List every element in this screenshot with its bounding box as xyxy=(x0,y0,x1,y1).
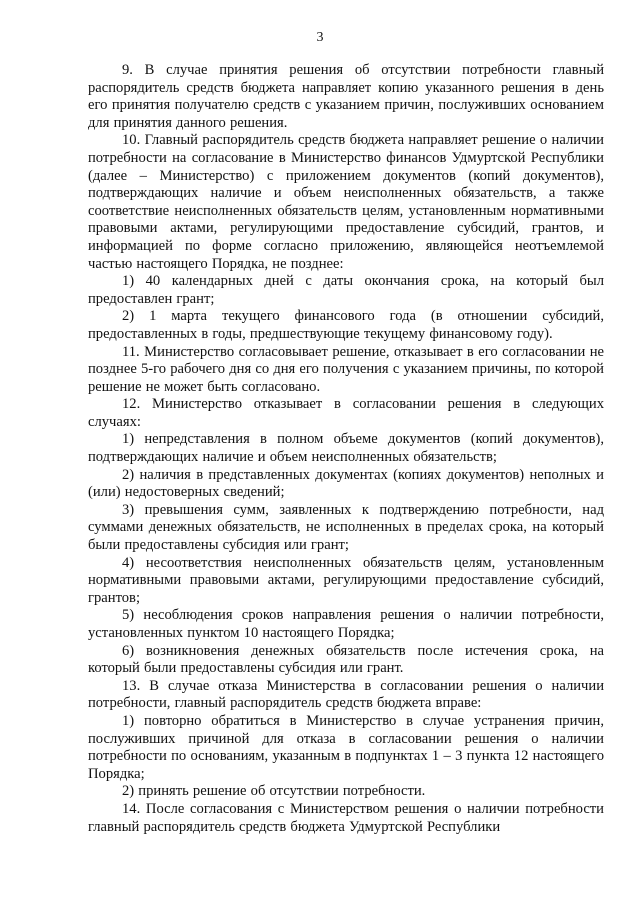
paragraph-13-item-1: 1) повторно обратиться в Министерство в случае устранения причин, послуживших причиной для отказа в согласовании решения о наличии потребности по основаниям, указанным в подпунктах 1 – 3 пункта 12 настоящего Порядка; xyxy=(88,712,604,782)
paragraph-9: 9. В случае принятия решения об отсутствии потребности главный распорядитель средств бюджета направляет копию указанного решения в день его принятия получателю средств с указанием причин, послуживших основанием для принятия данного решения. xyxy=(88,62,604,131)
paragraph-12-item-4: 4) несоответствия неисполненных обязательств целям, установленным нормативными правовыми актами, регулирующими предоставление субсидий, грантов; xyxy=(88,554,604,606)
document-body xyxy=(88,62,604,836)
page-number: 3 xyxy=(316,30,324,45)
paragraph-12: 12. Министерство отказывает в согласовании решения в следующих случаях: xyxy=(88,396,604,430)
paragraph-14: 14. После согласования с Министерством решения о наличии потребности главный распорядитель средств бюджета Удмуртской Республики xyxy=(88,800,604,835)
paragraph-13-item-2: 2) принять решение об отсутствии потребности. xyxy=(122,783,426,800)
paragraph-11: 11. Министерство согласовывает решение, отказывает в его согласовании не позднее 5-го рабочего дня со дня его получения с указанием причины, по которой решение не может быть согласовано. xyxy=(88,343,604,395)
paragraph-12-item-2: 2) наличия в представленных документах (копиях документов) неполных и (или) недостоверных сведений; xyxy=(88,466,604,501)
paragraph-10-item-1: 1) 40 календарных дней с даты окончания срока, на который был предоставлен грант; xyxy=(88,273,604,307)
paragraph-10-item-2: 2) 1 марта текущего финансового года (в отношении субсидий, предоставленных в годы, предшествующие текущему финансовому году). xyxy=(88,308,604,342)
paragraph-10: 10. Главный распорядитель средств бюджета направляет решение о наличии потребности на согласование в Министерство финансов Удмуртской Республики (далее – Министерство) с приложением документов (копий документов), подтверждающих наличие и объем неисполненных обязательств, а также соответствие неисполненных обязательств целям, установленным нормативными правовыми актами, регулирующими предоставление субсидий, грантов, и информацией по форме согласно приложению, являющейся неотъемлемой частью настоящего Порядка, не позднее: xyxy=(88,132,604,272)
paragraph-12-item-1: 1) непредставления в полном объеме документов (копий документов), подтверждающих наличие и объем неисполненных обязательств; xyxy=(88,431,604,466)
paragraph-12-item-5: 5) несоблюдения сроков направления решения о наличии потребности, установленных пунктом 10 настоящего Порядка; xyxy=(88,607,604,641)
paragraph-12-item-6: 6) возникновения денежных обязательств после истечения срока, на который были предоставлены субсидия или грант. xyxy=(88,642,604,677)
paragraph-12-item-3: 3) превышения сумм, заявленных к подтверждению потребности, над суммами денежных обязательств, не исполненных в пределах срока, на который были предоставлены субсидия или грант; xyxy=(88,501,604,554)
paragraph-13: 13. В случае отказа Министерства в согласовании решения о наличии потребности, главный распорядитель средств бюджета вправе: xyxy=(88,677,604,712)
